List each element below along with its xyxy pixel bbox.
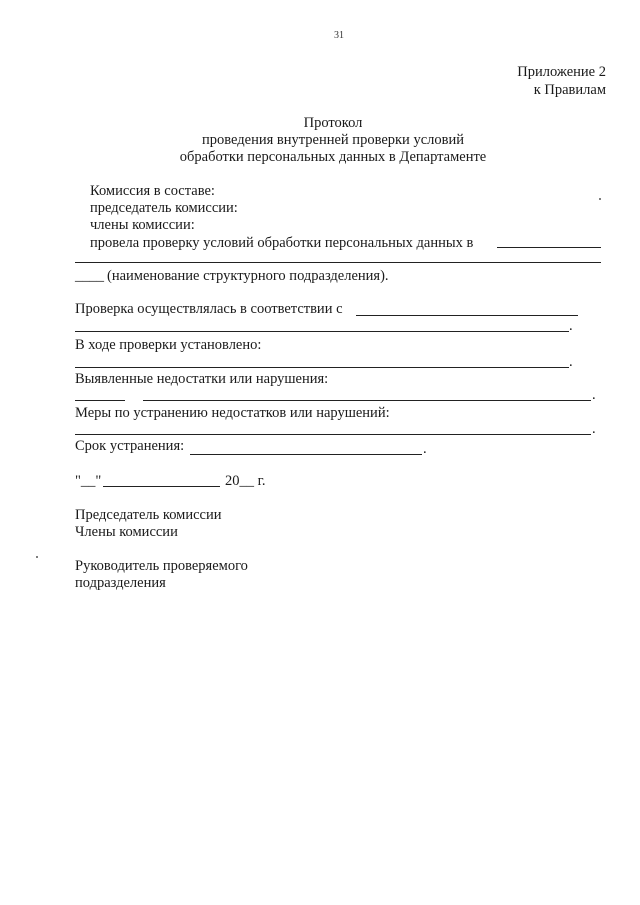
accordance-label: Проверка осуществлялась в соответствии с <box>75 301 343 317</box>
department-blank <box>497 247 601 248</box>
document-title: Протокол <box>303 115 363 131</box>
signature-chairman: Председатель комиссии <box>75 507 222 523</box>
deficiencies-label: Выявленные недостатки или нарушения: <box>75 371 329 387</box>
deficiencies-blank-b <box>143 400 591 401</box>
period-2: . <box>569 354 573 370</box>
deadline-label: Срок устранения: <box>75 438 185 454</box>
scan-speck <box>599 198 601 200</box>
date-month-blank <box>103 486 220 487</box>
commission-label: Комиссия в составе: <box>90 183 215 199</box>
accordance-blank <box>356 315 578 316</box>
accordance-blank-2 <box>75 331 569 332</box>
rules-label: к Правилам <box>533 82 606 98</box>
department-blank-2 <box>75 262 601 263</box>
date-year: 20__ г. <box>225 473 266 489</box>
members-label: члены комиссии: <box>90 217 195 233</box>
established-blank <box>75 367 569 368</box>
signature-members: Члены комиссии <box>75 524 178 540</box>
conducted-label: провела проверку условий обработки персональных данных в <box>90 235 474 251</box>
unit-prefix: ____ <box>75 268 104 284</box>
period-1: . <box>569 318 573 334</box>
deadline-blank <box>190 454 422 455</box>
period-4: . <box>592 421 596 437</box>
signature-head-2: подразделения <box>75 575 166 591</box>
signature-head-1: Руководитель проверяемого <box>75 558 248 574</box>
unit-label: (наименование структурного подразделения). <box>107 268 389 284</box>
established-label: В ходе проверки установлено: <box>75 337 262 353</box>
period-3: . <box>592 387 596 403</box>
chairman-label: председатель комиссии: <box>90 200 238 216</box>
measures-label: Меры по устранению недостатков или нарушений: <box>75 405 390 421</box>
scan-speck <box>36 556 38 558</box>
deficiencies-blank-a <box>75 400 125 401</box>
appendix-label: Приложение 2 <box>517 64 606 80</box>
date-day: "__" <box>75 473 102 489</box>
page-number: 31 <box>334 30 344 41</box>
period-5: . <box>423 441 427 457</box>
document-subtitle-2: обработки персональных данных в Департаменте <box>179 149 487 165</box>
measures-blank <box>75 434 591 435</box>
document-subtitle-1: проведения внутренней проверки условий <box>202 132 464 148</box>
